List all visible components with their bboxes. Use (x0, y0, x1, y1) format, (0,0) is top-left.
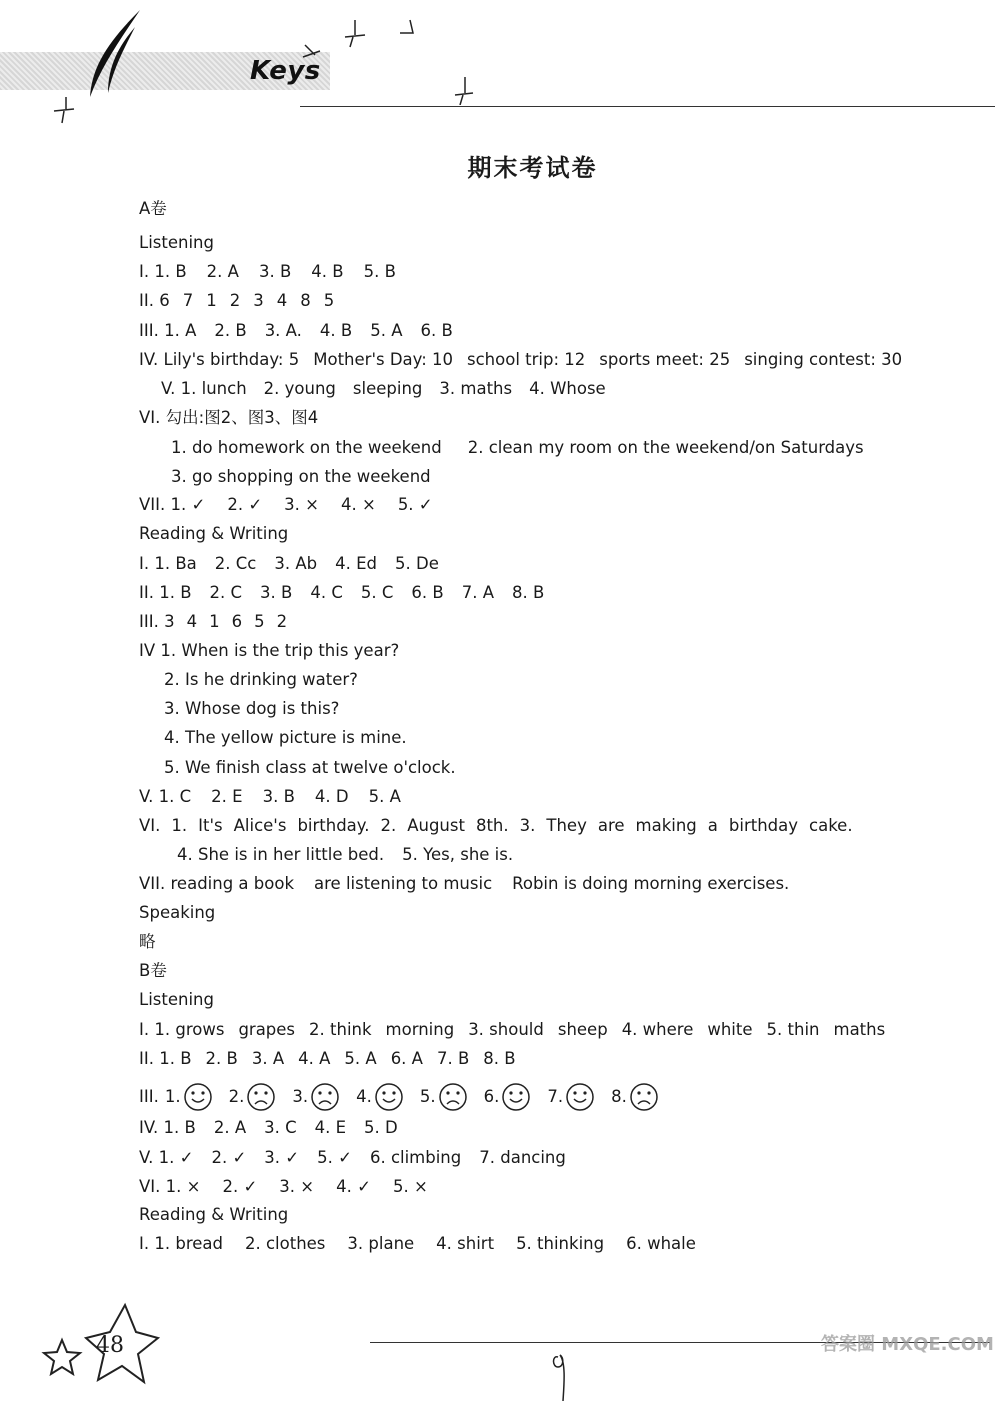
answer-segment: 3 (253, 291, 264, 310)
header-rule (300, 106, 995, 107)
answer-segment: 5. We finish class at twelve o'clock. (164, 758, 456, 777)
answer-segment: 4 (186, 612, 198, 631)
answer-segment: 4. C (310, 583, 343, 602)
smiley-face-icon (183, 1082, 213, 1112)
answer-segment: V. 1. C (139, 787, 192, 806)
answer-segment: 5. C (360, 583, 394, 602)
answer-line (139, 553, 439, 575)
answer-segment: 6. B (420, 321, 453, 340)
answer-segment: 6. climbing (369, 1148, 462, 1167)
answer-line (164, 669, 358, 691)
answer-segment: 3. A (251, 1049, 285, 1068)
answer-segment: 1 (206, 291, 217, 310)
sparkle-stars-icon (295, 15, 475, 105)
smiley-face-icon (374, 1082, 404, 1112)
answer-segment: 8 (300, 291, 311, 310)
answer-segment: 5. A (344, 1049, 377, 1068)
answer-segment: IV 1. When is the trip this year? (139, 641, 400, 660)
answer-line (139, 1019, 885, 1041)
answer-line (164, 757, 456, 779)
faces-answer-line (139, 1082, 675, 1112)
answer-segment: 1 (209, 612, 220, 631)
answer-segment: 2. B (214, 321, 247, 340)
answer-line (139, 1176, 428, 1198)
answer-segment: Listening (139, 233, 214, 252)
answer-line (139, 1147, 566, 1169)
answer-segment: birthday (728, 816, 799, 835)
answer-segment: school trip: 12 (467, 350, 586, 369)
answer-segment: Listening (139, 990, 214, 1009)
answer-segment: 8th. (475, 816, 509, 835)
answer-segment: 6. A (390, 1049, 423, 1068)
answer-segment: 5 (323, 291, 335, 310)
answer-segment: IV. Lily's birthday: 5 (139, 350, 300, 369)
answer-segment: 2. A (206, 262, 239, 281)
answer-line (171, 437, 864, 459)
answer-segment: 2. ✓ (222, 1177, 258, 1196)
answer-line (139, 1048, 516, 1070)
answer-segment: 3. maths (439, 379, 513, 398)
answer-segment: 5. A (368, 787, 401, 806)
answer-segment: are listening to music (314, 874, 493, 893)
answer-segment: Mother's Day: 10 (313, 350, 454, 369)
answer-segment: 3. B (258, 262, 292, 281)
answer-segment: 2. young (263, 379, 336, 398)
answer-segment: singing contest: 30 (744, 350, 903, 369)
answer-segment: V. 1. ✓ (139, 1148, 194, 1167)
answer-segment: sports meet: 25 (599, 350, 731, 369)
answer-segment: 7. dancing (479, 1148, 566, 1167)
answer-segment: 7 (182, 291, 194, 310)
answer-segment: 1. do homework on the weekend (171, 438, 442, 457)
answer-line (139, 989, 214, 1011)
answer-segment: 2 (229, 291, 241, 310)
answer-line (139, 902, 215, 924)
answer-segment: 5. De (395, 554, 439, 573)
answer-segment: 4. She is in her little bed. (177, 845, 385, 864)
answer-segment: 2. clothes (244, 1234, 326, 1253)
feather-swoosh-icon (80, 5, 150, 100)
answer-line (139, 261, 396, 283)
answer-segment: 2. think (309, 1020, 372, 1039)
face-label: 3. (292, 1086, 309, 1106)
answer-segment: 2. E (211, 787, 243, 806)
answer-line (139, 523, 288, 545)
sad-face-icon (310, 1082, 340, 1112)
answer-segment: 3. should (468, 1020, 544, 1039)
answer-segment: 5. D (364, 1118, 398, 1137)
answer-segment: August (407, 816, 465, 835)
answer-segment: 5. thin (766, 1020, 820, 1039)
answer-segment: 6. whale (626, 1234, 696, 1253)
answer-segment: morning (385, 1020, 455, 1039)
answer-segment: 4. A (298, 1049, 331, 1068)
answer-line (139, 290, 334, 312)
answer-line (139, 1233, 696, 1255)
answer-segment: 7. B (436, 1049, 470, 1068)
answer-segment: 略 (139, 932, 156, 951)
pen-mark-icon (548, 1345, 578, 1405)
answer-segment: 5. ✓ (317, 1148, 352, 1167)
answer-segment: 3. B (262, 787, 295, 806)
answer-segment: 2. clean my room on the weekend/on Saturdays (467, 438, 864, 457)
answer-line (139, 815, 853, 837)
answer-segment: white (707, 1020, 753, 1039)
answer-segment: 4. E (314, 1118, 347, 1137)
answer-segment: 5. Yes, she is. (402, 845, 514, 864)
faces-prefix: III. (139, 1086, 159, 1106)
answer-segment: grapes (238, 1020, 296, 1039)
sad-face-icon (246, 1082, 276, 1112)
answer-line (139, 1204, 288, 1226)
answer-segment: 8. B (511, 583, 545, 602)
answer-segment: VI. 1. × (139, 1177, 201, 1196)
face-label: 6. (483, 1086, 500, 1106)
answer-segment: 3. Whose dog is this? (164, 699, 340, 718)
face-label: 5. (419, 1086, 436, 1106)
answer-segment: 2. (380, 816, 397, 835)
answer-segment: 4. shirt (436, 1234, 495, 1253)
answer-segment: 1. (171, 816, 188, 835)
answer-segment: 4. The yellow picture is mine. (164, 728, 407, 747)
answer-segment: birthday. (297, 816, 370, 835)
smiley-face-icon (501, 1082, 531, 1112)
answer-segment: 3. B (260, 583, 293, 602)
page-number: 48 (96, 1333, 124, 1358)
answer-segment: I. 1. grows (139, 1020, 225, 1039)
answer-segment: a (707, 816, 718, 835)
face-label: 1. (164, 1086, 181, 1106)
face-label: 4. (356, 1086, 372, 1106)
answer-line (139, 960, 167, 982)
answer-line (139, 1117, 398, 1139)
answer-segment: 3. go shopping on the weekend (171, 467, 431, 486)
answer-segment: 4. × (340, 495, 376, 514)
face-label: 7. (547, 1086, 564, 1106)
face-label: 8. (611, 1086, 627, 1106)
answer-segment: Robin is doing morning exercises. (512, 874, 790, 893)
answer-segment: 5. A (370, 321, 403, 340)
answer-segment: A卷 (139, 199, 167, 218)
answer-segment: VII. reading a book (139, 874, 295, 893)
answer-segment: 5. ✓ (397, 495, 433, 514)
answer-segment: 8. B (483, 1049, 516, 1068)
answer-segment: 2. ✓ (227, 495, 263, 514)
answer-segment: 2. Cc (214, 554, 257, 573)
answer-segment: 3. C (264, 1118, 297, 1137)
answer-line (139, 407, 318, 429)
answer-line (139, 198, 167, 220)
answer-segment: 4 (276, 291, 288, 310)
answer-segment: 3. Ab (274, 554, 318, 573)
answer-segment: 4. B (311, 262, 344, 281)
answer-segment: I. 1. bread (139, 1234, 223, 1253)
answer-segment: are (597, 816, 625, 835)
answer-segment: II. 1. B (139, 583, 192, 602)
answer-segment: V. 1. lunch (161, 379, 247, 398)
answer-line (139, 349, 902, 371)
answer-line (161, 378, 606, 400)
answer-segment: III. 3 (139, 612, 175, 631)
answer-segment: 7. A (461, 583, 494, 602)
answer-segment: sheep (557, 1020, 608, 1039)
answer-segment: 3. plane (347, 1234, 415, 1253)
answer-segment: Speaking (139, 903, 216, 922)
answer-line (177, 844, 513, 866)
answer-segment: Reading & Writing (139, 524, 289, 543)
answer-segment: 5. thinking (516, 1234, 605, 1253)
answer-segment: 2. Is he drinking water? (164, 670, 358, 689)
answer-segment: 2. A (213, 1118, 247, 1137)
answer-segment: VI. 勾出:图2、图3、图4 (139, 408, 319, 427)
answer-line (139, 873, 789, 895)
sad-face-icon (438, 1082, 468, 1112)
answer-segment: 4. Ed (335, 554, 378, 573)
answer-line (139, 494, 433, 516)
page-title: 期末考试卷 (467, 153, 598, 182)
answer-line (139, 640, 399, 662)
answer-segment: 5. B (363, 262, 396, 281)
answer-segment: IV. 1. B (139, 1118, 196, 1137)
answer-segment: Reading & Writing (139, 1205, 289, 1224)
answer-segment: 3. (519, 816, 536, 835)
answer-segment: making (635, 816, 697, 835)
answer-segment: 2. B (205, 1049, 238, 1068)
answer-segment: It's (198, 816, 223, 835)
watermark: 答案圈 MXQE.COM (821, 1334, 994, 1355)
answer-line (164, 727, 407, 749)
answer-segment: 4. B (319, 321, 353, 340)
answer-line (139, 931, 156, 953)
smiley-face-icon (565, 1082, 595, 1112)
answer-segment: 4. Whose (529, 379, 606, 398)
header-title: Keys (250, 56, 321, 86)
answer-line (139, 611, 287, 633)
answer-segment: 6. B (411, 583, 444, 602)
answer-line (171, 466, 431, 488)
answer-line (139, 582, 544, 604)
face-label: 2. (228, 1086, 245, 1106)
answer-segment: maths (833, 1020, 886, 1039)
answer-line (139, 786, 401, 808)
answer-segment: They (546, 816, 587, 835)
answer-segment: I. 1. B (139, 262, 187, 281)
answer-segment: 5 (254, 612, 265, 631)
answer-segment: 4. where (621, 1020, 694, 1039)
answer-segment: 4. D (314, 787, 349, 806)
answer-segment: 4. ✓ (336, 1177, 371, 1196)
answer-segment: 2 (276, 612, 288, 631)
answer-segment: sleeping (352, 379, 423, 398)
answer-segment: 3. A. (264, 321, 302, 340)
answer-segment: II. 1. B (139, 1049, 192, 1068)
answer-segment: III. 1. A (139, 321, 197, 340)
answer-segment: 2. ✓ (211, 1148, 247, 1167)
answer-segment: Alice's (233, 816, 287, 835)
answer-segment: cake. (809, 816, 853, 835)
answer-segment: 3. × (279, 1177, 315, 1196)
answer-segment: VI. (139, 816, 161, 835)
answer-line (139, 232, 214, 254)
answer-segment: 5. × (392, 1177, 428, 1196)
answer-line (164, 698, 339, 720)
answer-segment: 3. × (284, 495, 319, 514)
answer-segment: B卷 (139, 961, 167, 980)
answer-segment: 3. ✓ (264, 1148, 300, 1167)
answer-segment: I. 1. Ba (139, 554, 197, 573)
sparkle-small-icon (48, 95, 88, 130)
answer-segment: VII. 1. ✓ (139, 495, 206, 514)
answer-segment: 6 (231, 612, 243, 631)
answer-segment: 2. C (209, 583, 243, 602)
answer-line (139, 320, 453, 342)
sad-face-icon (629, 1082, 659, 1112)
answer-segment: II. 6 (139, 291, 170, 310)
